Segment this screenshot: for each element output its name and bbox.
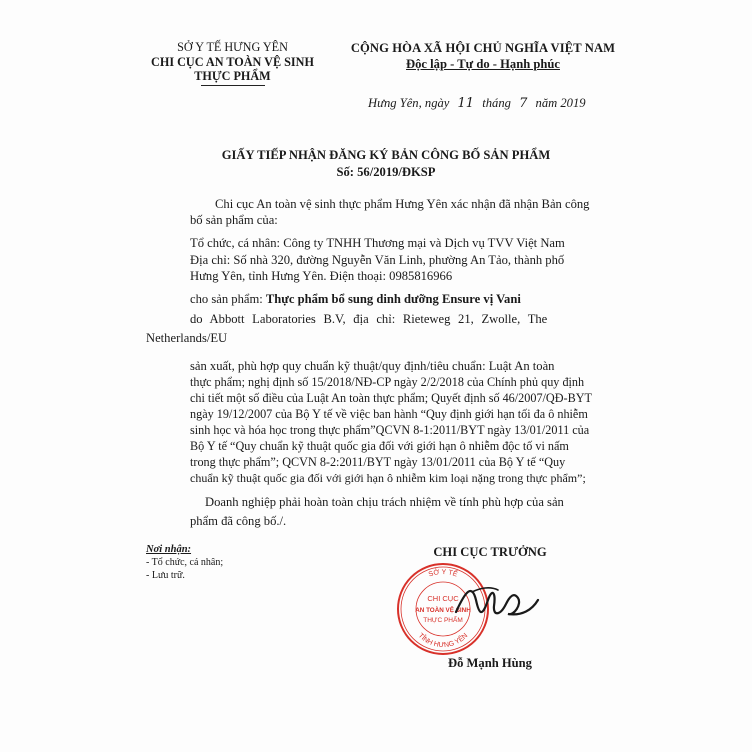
date-prefix: Hưng Yên, ngày: [368, 96, 450, 110]
conformity-line-1: sản xuất, phù hợp quy chuẩn kỹ thuật/quy định/tiêu chuẩn: Luật An toàn: [190, 359, 555, 373]
manufacturer-line-1: do Abbott Laboratories B.V, địa chỉ: Rieteweg 21, Zwolle, The: [190, 312, 548, 326]
conformity-line-5: sinh học và hóa học trong thực phẩm”QCVN 8-1:2011/BYT ngày 13/01/2011 của: [190, 423, 590, 437]
handwritten-signature: [452, 570, 542, 630]
national-motto-header: [338, 40, 628, 72]
stamp-line-3: THỰC PHẨM: [423, 617, 463, 624]
recipient-item-2: - Lưu trữ.: [146, 570, 185, 581]
signer-title: CHI CỤC TRƯỞNG: [433, 545, 547, 559]
stamp-line-1: CHI CỤC: [427, 594, 459, 603]
agency-underline: [201, 85, 265, 86]
intro-line-2: bố sản phẩm của:: [190, 213, 278, 227]
recipients-block: [146, 543, 223, 582]
issuing-agency-header: [140, 40, 325, 86]
product-prefix: cho sản phẩm:: [190, 292, 263, 306]
agency-parent: SỞ Y TẾ HƯNG YÊN: [177, 40, 288, 54]
product-name: Thực phẩm bổ sung dinh dưỡng Ensure vị Vani: [265, 292, 521, 306]
signer-name: Đỗ Mạnh Hùng: [448, 656, 532, 670]
responsibility-line-2: phẩm đã công bố./.: [190, 514, 287, 528]
country-name: CỘNG HÒA XÃ HỘI CHỦ NGHĨA VIỆT NAM: [350, 41, 616, 55]
date-year: năm 2019: [535, 96, 586, 110]
certificate-number: Số: 56/2019/ĐKSP: [336, 165, 436, 179]
recipients-heading: Nơi nhận:: [146, 544, 192, 555]
agency-name-line2: THỰC PHẨM: [194, 69, 271, 83]
title-main: GIẤY TIẾP NHẬN ĐĂNG KÝ BẢN CÔNG BỐ SẢN PHẨM: [221, 148, 551, 162]
stamp-line-2: AN TOÀN VỆ SINH: [415, 607, 471, 614]
date-month-label: tháng: [482, 96, 511, 110]
conformity-line-2: thực phẩm; nghị định số 15/2018/NĐ-CP ngày 2/2/2018 của Chính phủ quy định: [190, 375, 585, 389]
conformity-line-6: Bộ Y tế “Quy chuẩn kỹ thuật quốc gia đối với giới hạn ô nhiễm độc tố vi nấm: [190, 439, 569, 453]
responsibility-line-1: Doanh nghiệp phải hoàn toàn chịu trách nhiệm về tính phù hợp của sản: [205, 495, 564, 509]
conformity-line-4: ngày 19/12/2007 của Bộ Y tế về việc ban hành “Quy định giới hạn tối đa ô nhiễm: [190, 407, 588, 421]
manufacturer-line-2: Netherlands/EU: [146, 331, 228, 345]
date-month: 7: [519, 96, 528, 111]
conformity-line-8: chuẩn kỹ thuật quốc gia đối với giới hạn ô nhiễm kim loại nặng trong thực phẩm”;: [190, 471, 586, 485]
document-title: [150, 147, 622, 181]
organization-line: Tổ chức, cá nhân: Công ty TNHH Thương mại và Dịch vụ TVV Việt Nam: [190, 236, 565, 250]
conformity-line-3: chi tiết một số điều của Luật An toàn thực phẩm; Quyết định số 46/2007/QĐ-BYT: [190, 391, 592, 405]
conformity-line-7: trong thực phẩm”; QCVN 8-2:2011/BYT ngày 13/01/2011 của Bộ Y tế “Quy: [190, 455, 566, 469]
recipient-item-1: - Tổ chức, cá nhân;: [146, 557, 224, 568]
agency-name-line1: CHI CỤC AN TOÀN VỆ SINH: [151, 54, 314, 69]
stamp-top-arc: SỞ Y TẾ: [427, 568, 459, 579]
intro-line-1: Chi cục An toàn vệ sinh thực phẩm Hưng Yên xác nhận đã nhận Bản công: [215, 197, 590, 211]
issue-date: [368, 96, 586, 111]
address-line-1: Địa chỉ: Số nhà 320, đường Nguyễn Văn Linh, phường An Tảo, thành phố: [190, 253, 565, 267]
product-line: [190, 292, 606, 307]
national-motto: Độc lập - Tự do - Hạnh phúc: [406, 57, 560, 71]
date-day: 11: [457, 96, 475, 111]
address-line-2: Hưng Yên, tỉnh Hưng Yên. Điện thoại: 0985816966: [190, 269, 453, 283]
stamp-bottom-arc: TỈNH HƯNG YÊN: [416, 632, 470, 650]
